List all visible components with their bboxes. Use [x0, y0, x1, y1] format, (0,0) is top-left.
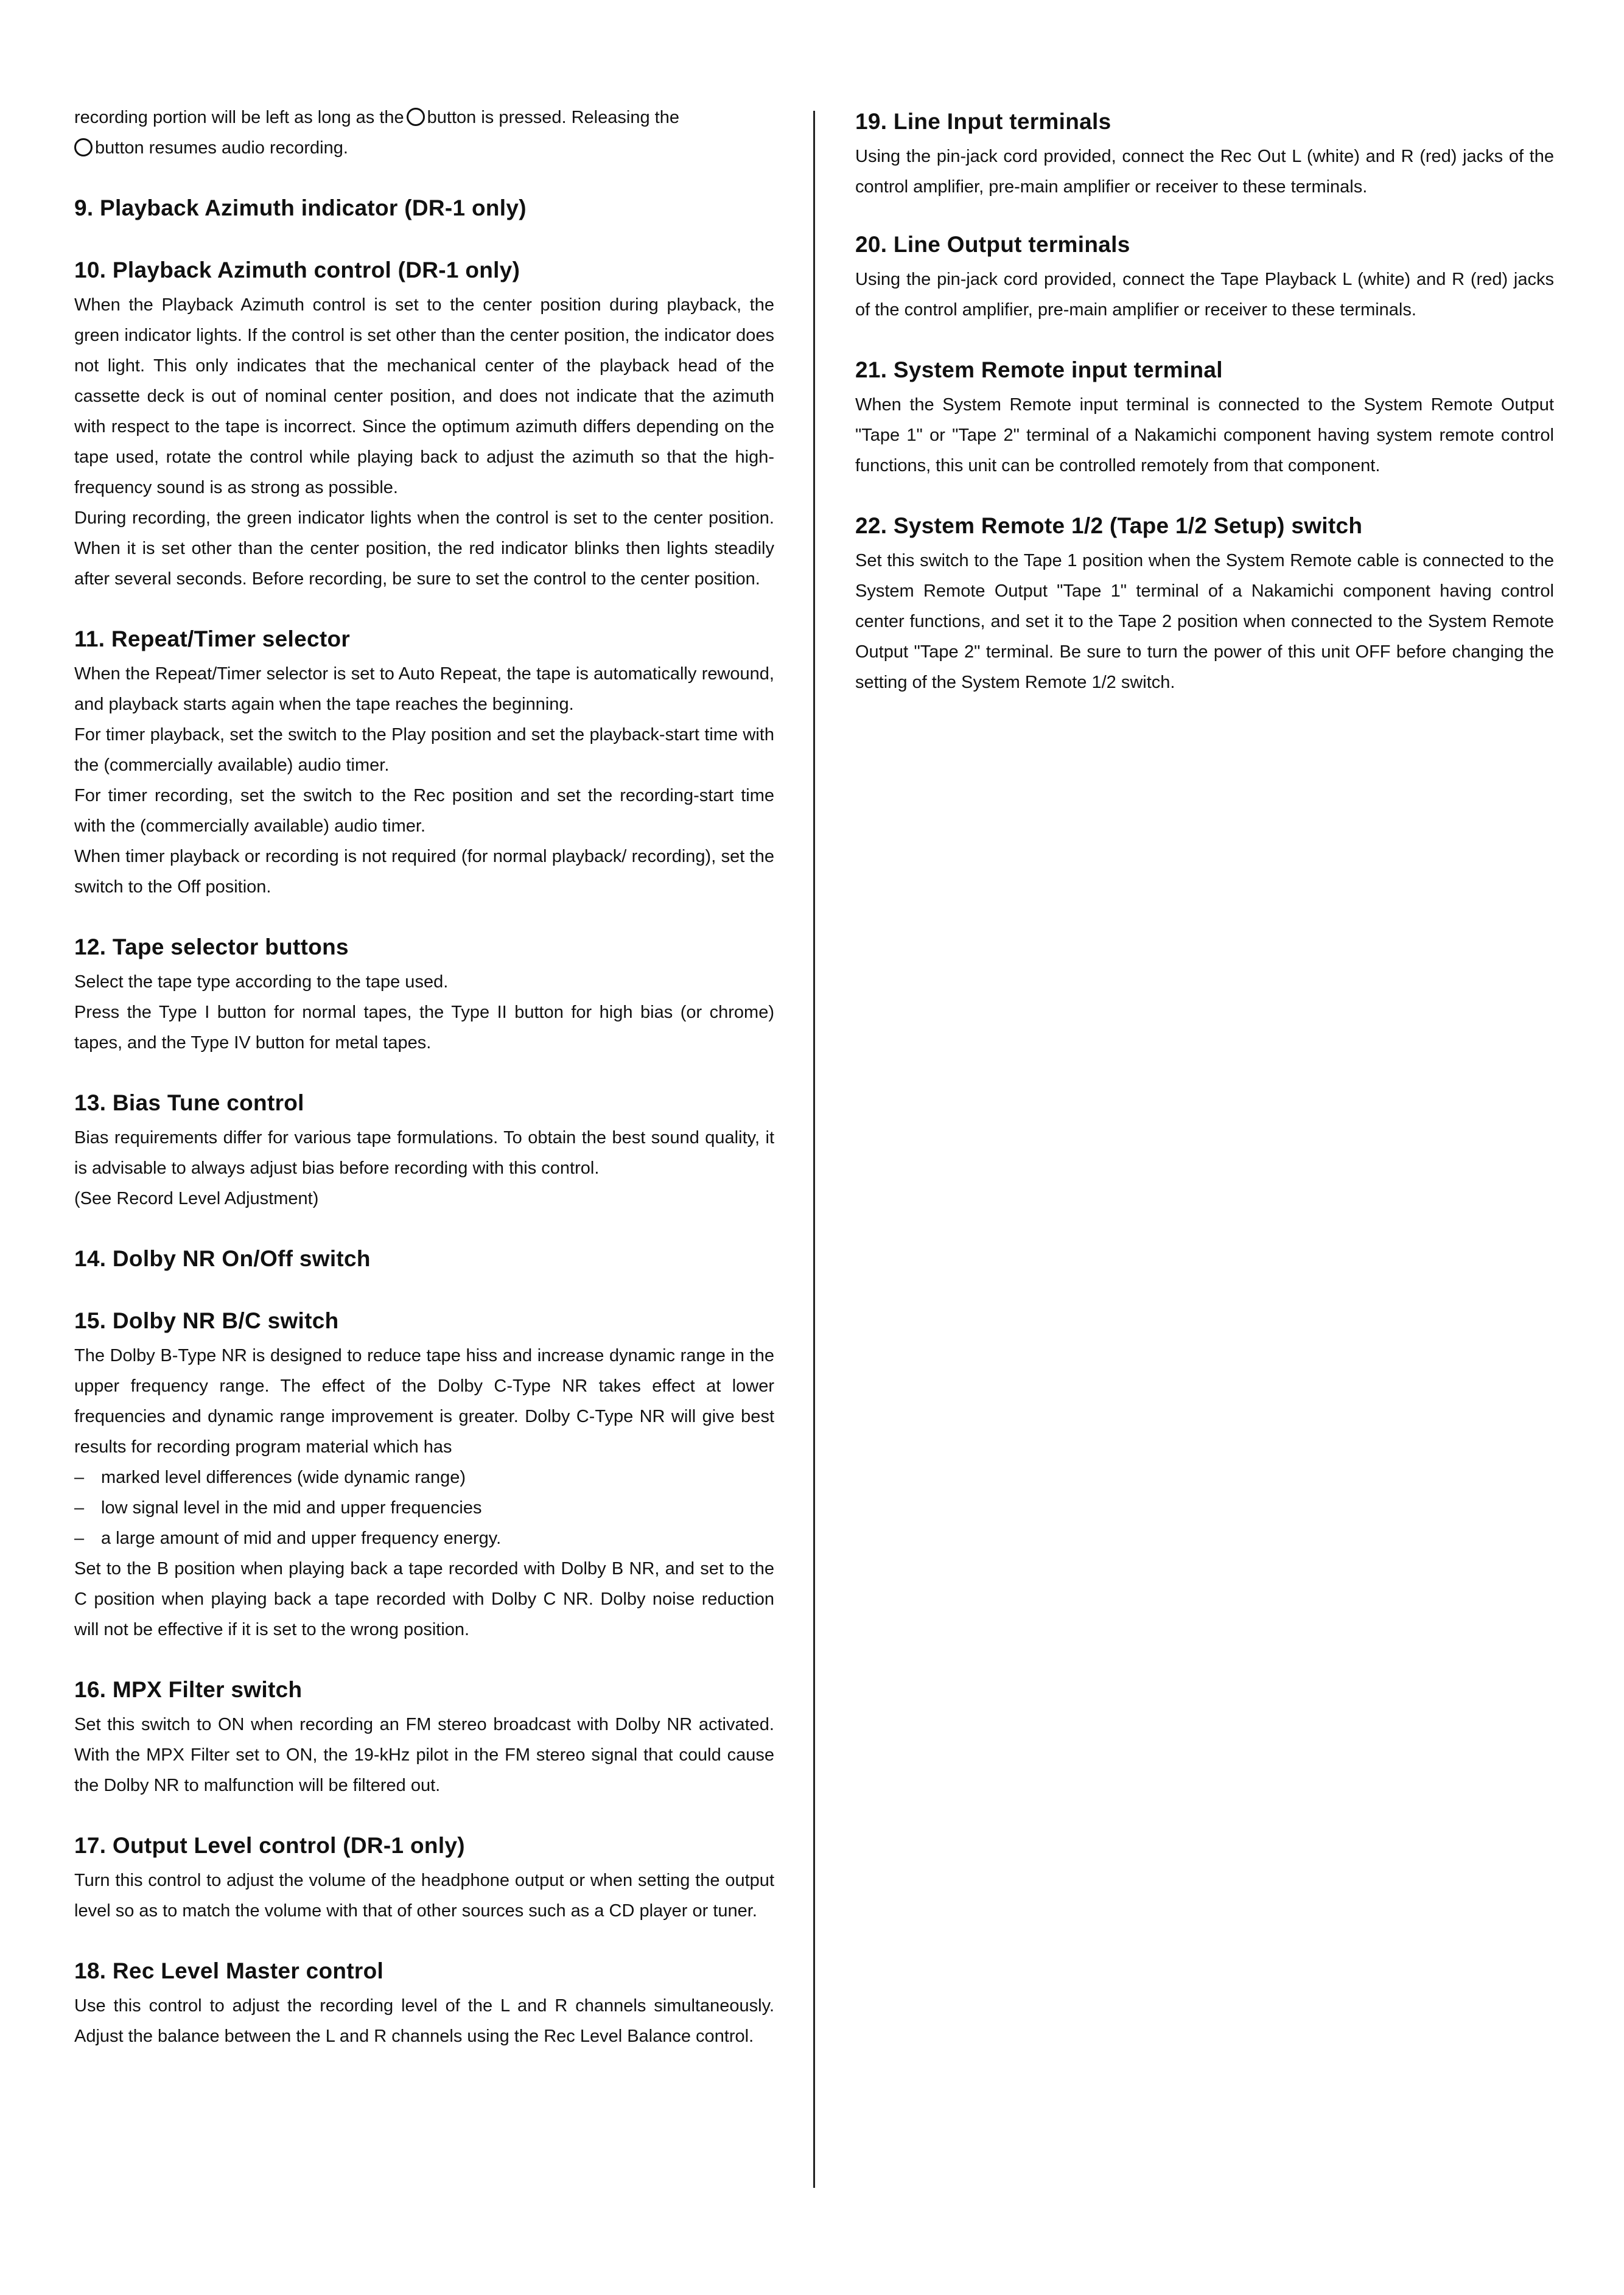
dash-bullet-icon: – [74, 1468, 85, 1487]
section-9-title: 9. Playback Azimuth indicator (DR-1 only) [74, 195, 527, 220]
section-12-paragraph-1: Select the tape type according to the tape used. [74, 972, 449, 992]
column-divider [813, 111, 815, 2188]
dash-bullet-icon: – [74, 1529, 85, 1548]
section-13-paragraph-2: (See Record Level Adjustment) [74, 1189, 319, 1208]
section-15-bullet-3: – a large amount of mid and upper frequency energy. [74, 1523, 774, 1554]
section-12-paragraph-2: Press the Type I button for normal tapes, the Type II button for high bias (or chrome) tapes, and the Type IV button for metal tapes. [74, 1003, 774, 1053]
section-17 [74, 1831, 774, 1926]
section-11-title: 11. Repeat/Timer selector [74, 626, 351, 651]
section-20-paragraph-1: Using the pin-jack cord provided, connect the Tape Playback L (white) and R (red) jacks of the control amplifier, pre-main amplifier or receiver to these terminals. [855, 270, 1554, 320]
section-13-title: 13. Bias Tune control [74, 1090, 304, 1115]
section-10-title: 10. Playback Azimuth control (DR-1 only) [74, 258, 520, 282]
section-22-title: 22. System Remote 1/2 (Tape 1/2 Setup) switch [855, 513, 1363, 538]
section-10 [74, 256, 774, 594]
circle-button-icon [74, 138, 93, 156]
section-12-title: 12. Tape selector buttons [74, 934, 349, 959]
section-22-paragraph-1: Set this switch to the Tape 1 position when the System Remote cable is connected to the System Remote Output "Tape 1" terminal of a Nakamichi component having control center functions, and set it to the Tape 2 position when connected to the System Remote Output "Tape 2" terminal. Be sure to turn the power of this unit OFF before changing the setting of the System Remote 1/2 switch. [855, 551, 1554, 692]
section-14 [74, 1244, 774, 1274]
circle-button-icon [407, 108, 425, 126]
intro-continuation [74, 102, 774, 163]
section-11-paragraph-4: When timer playback or recording is not required (for normal playback/ recording), set the switch to the Off position. [74, 847, 774, 897]
section-15-paragraph-2: Set to the B position when playing back a tape recorded with Dolby B NR, and set to the C position when playing back a tape recorded with Dolby C NR. Dolby noise reduction will not be effective if it is set to the wrong position. [74, 1559, 774, 1639]
intro-line-1: recording portion will be left as long as the button is pressed. Releasing the [74, 108, 679, 127]
section-15-paragraph-1: The Dolby B-Type NR is designed to reduce tape hiss and increase dynamic range in the upper frequency range. The effect of the Dolby C-Type NR takes effect at lower frequencies and dynamic range improvement is greater. Dolby C-Type NR will give best results for recording program material which has [74, 1346, 774, 1457]
section-15-title: 15. Dolby NR B/C switch [74, 1308, 339, 1333]
section-22 [855, 511, 1554, 698]
section-16-title: 16. MPX Filter switch [74, 1677, 303, 1702]
section-20 [855, 230, 1554, 325]
section-14-title: 14. Dolby NR On/Off switch [74, 1246, 371, 1271]
left-column [74, 102, 774, 2051]
section-11-paragraph-1: When the Repeat/Timer selector is set to Auto Repeat, the tape is automatically rewound, and playback starts again when the tape reaches the beginning. [74, 664, 774, 714]
section-18-title: 18. Rec Level Master control [74, 1958, 384, 1983]
section-21-title: 21. System Remote input terminal [855, 357, 1223, 382]
section-20-title: 20. Line Output terminals [855, 232, 1130, 257]
section-10-paragraph-2: During recording, the green indicator lights when the control is set to the center position. When it is set other than the center position, the red indicator blinks then lights steadily after several seconds. Before recording, be sure to set the control to the center position. [74, 508, 774, 589]
right-column [855, 107, 1554, 698]
section-16-paragraph-1: Set this switch to ON when recording an FM stereo broadcast with Dolby NR activated. With the MPX Filter set to ON, the 19-kHz pilot in the FM stereo signal that could cause the Dolby NR to malfunction will be filtered out. [74, 1715, 774, 1795]
section-15-bullet-1: – marked level differences (wide dynamic range) [74, 1462, 774, 1493]
section-11 [74, 625, 774, 902]
section-17-paragraph-1: Turn this control to adjust the volume of the headphone output or when setting the output level so as to match the volume with that of other sources such as a CD player or tuner. [74, 1871, 774, 1921]
section-21 [855, 356, 1554, 481]
intro-line-2: button resumes audio recording. [74, 133, 774, 163]
dash-bullet-icon: – [74, 1498, 85, 1518]
section-9 [74, 194, 774, 223]
section-12 [74, 933, 774, 1058]
section-19-title: 19. Line Input terminals [855, 109, 1111, 134]
section-21-paragraph-1: When the System Remote input terminal is connected to the System Remote Output "Tape 1" or "Tape 2" terminal of a Nakamichi component having system remote control functions, this unit can be controlled remotely from that component. [855, 395, 1554, 475]
section-19-paragraph-1: Using the pin-jack cord provided, connect the Rec Out L (white) and R (red) jacks of the control amplifier, pre-main amplifier or receiver to these terminals. [855, 147, 1554, 197]
section-17-title: 17. Output Level control (DR-1 only) [74, 1833, 465, 1858]
section-15 [74, 1306, 774, 1645]
section-10-paragraph-1: When the Playback Azimuth control is set to the center position during playback, the green indicator lights. If the control is set other than the center position, the indicator does not light. This only indicates that the mechanical center of the playback head of the cassette deck is out of nominal center position, and does not indicate that the azimuth with respect to the tape is incorrect. Since the optimum azimuth differs depending on the tape used, rotate the control while playing back to adjust the azimuth so that the high-frequency sound is as strong as possible. [74, 295, 774, 497]
section-18 [74, 1957, 774, 2051]
section-13-paragraph-1: Bias requirements differ for various tape formulations. To obtain the best sound quality, it is advisable to always adjust bias before recording with this control. [74, 1128, 774, 1178]
section-19 [855, 107, 1554, 202]
section-16 [74, 1675, 774, 1801]
section-11-paragraph-2: For timer playback, set the switch to the Play position and set the playback-start time with the (commercially available) audio timer. [74, 725, 774, 775]
section-11-paragraph-3: For timer recording, set the switch to the Rec position and set the recording-start time with the (commercially available) audio timer. [74, 786, 774, 836]
section-18-paragraph-1: Use this control to adjust the recording level of the L and R channels simultaneously. Adjust the balance between the L and R channels using the Rec Level Balance control. [74, 1996, 774, 2046]
section-13 [74, 1088, 774, 1214]
section-15-bullet-2: – low signal level in the mid and upper frequencies [74, 1493, 774, 1523]
